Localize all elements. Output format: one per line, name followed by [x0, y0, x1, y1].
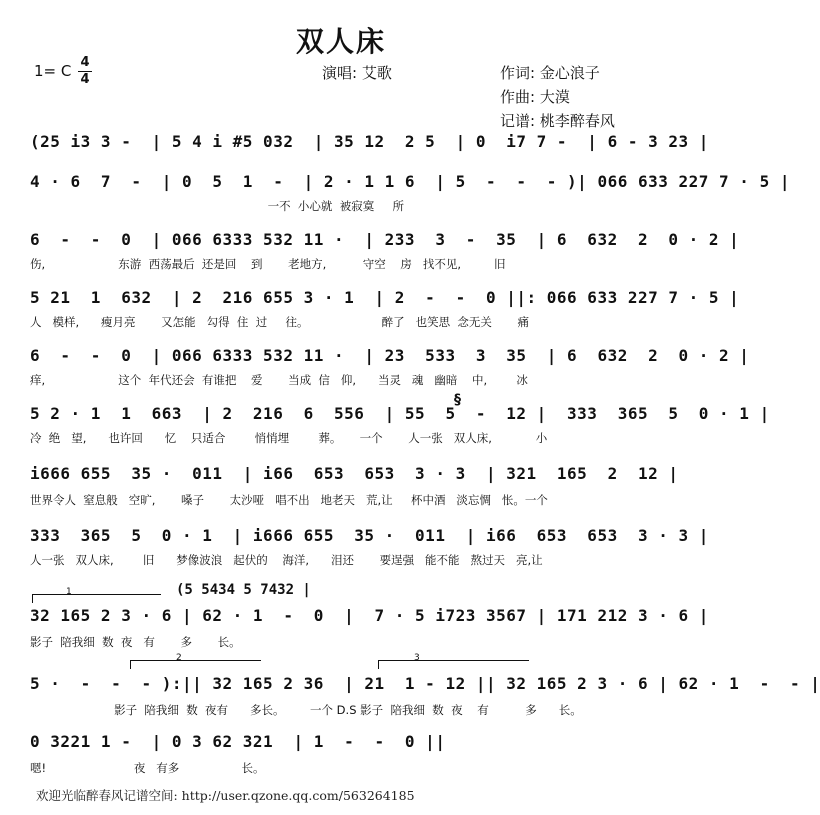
time-signature-top: 4: [80, 55, 90, 70]
volta-bracket-1: [32, 594, 161, 603]
volta-number-3: 3: [414, 653, 420, 663]
volta-bracket-3: [378, 660, 529, 669]
lyrics-row-10: 影子 陪我细 数 夜有 多长。 一个 D.S 影子 陪我细 数 夜 有 多 长。: [30, 703, 582, 717]
lyrics-row-6: 冷 绝 望, 也许回 忆 只适合 悄悄埋 葬。 一个 人一张 双人床, 小: [30, 431, 548, 445]
lyrics-row-2: 一不 小心就 被寂寞 所: [30, 199, 405, 213]
segno-sign: §: [454, 392, 461, 408]
lyrics-row-4: 人 模样, 瘦月亮 又怎能 勾得 住 过 往。 醉了 也笑思 念无关 痛: [30, 315, 529, 329]
score-row-4: 5 21 1 632 | 2 216 655 3 · 1 | 2 - - 0 ||: 066 633 227 7 · 5 |: [30, 288, 740, 307]
lyricist-credit: 作词: 金心浪子: [500, 64, 600, 82]
time-signature: [78, 56, 92, 87]
score-row-2: 4 · 6 7 - | 0 5 1 - | 2 · 1 1 6 | 5 - - - )| 066 633 227 7 · 5 |: [30, 172, 790, 191]
score-row-3: 6 - - 0 | 066 6333 532 11 · | 233 3 - 35 | 6 632 2 0 · 2 |: [30, 230, 740, 249]
score-row-1: (25 i3 3 - | 5 4 i #5 032 | 35 12 2 5 | 0 i7 7 - | 6 - 3 23 |: [30, 132, 709, 151]
composer-credit: 作曲: 大漠: [500, 88, 570, 106]
volta-number-1: 1: [66, 587, 72, 597]
volta-number-2: 2: [176, 653, 182, 663]
insert-phrase: (5 5434 5 7432 |: [176, 582, 311, 598]
lyrics-row-8: 人一张 双人床, 旧 梦像波浪 起伏的 海洋, 泪还 要逞强 能不能 熬过天 亮,让: [30, 553, 543, 567]
score-row-11: 0 3221 1 - | 0 3 62 321 | 1 - - 0 ||: [30, 732, 446, 751]
score-row-6: 5 2 · 1 1 663 | 2 216 6 556 | 55 5 - 12 | 333 365 5 0 · 1 |: [30, 404, 770, 423]
song-title: 双人床: [295, 25, 386, 58]
footer-link-text: 欢迎光临醉春风记谱空间: http://user.qzone.qq.com/563264185: [36, 788, 415, 803]
lyrics-row-9: 影子 陪我细 数 夜 有 多 长。: [30, 635, 241, 649]
lyrics-row-7: 世界令人 窒息般 空旷, 嗓子 太沙哑 唱不出 地老天 荒,让 杯中酒 淡忘惆 怅。一个: [30, 493, 548, 507]
time-signature-bottom: 4: [80, 72, 90, 87]
score-row-7: i666 655 35 · 011 | i66 653 653 3 · 3 | 321 165 2 12 |: [30, 464, 679, 483]
score-row-9: 32 165 2 3 · 6 | 62 · 1 - 0 | 7 · 5 i723 3567 | 171 212 3 · 6 |: [30, 606, 709, 625]
score-row-10: 5 · - - - ):|| 32 165 2 36 | 21 1 - 12 || 32 165 2 3 · 6 | 62 · 1 - - |: [30, 674, 820, 693]
lyrics-row-11: 嗯! 夜 有多 长。: [30, 761, 265, 775]
score-row-8: 333 365 5 0 · 1 | i666 655 35 · 011 | i66 653 653 3 · 3 |: [30, 526, 709, 545]
key-signature: 1= C: [34, 62, 72, 80]
lyrics-row-3: 伤, 东游 西荡最后 还是回 到 老地方, 守空 房 找不见, 旧: [30, 257, 506, 271]
transcriber-credit: 记谱: 桃李醉春风: [500, 112, 615, 130]
volta-bracket-2: [130, 660, 261, 669]
score-row-5: 6 - - 0 | 066 6333 532 11 · | 23 533 3 35 | 6 632 2 0 · 2 |: [30, 346, 750, 365]
lyrics-row-5: 痒, 这个 年代还会 有谁把 爱 当成 信 仰, 当灵 魂 幽暗 中, 冰: [30, 373, 528, 387]
singer-credit: 演唱: 艾歌: [322, 64, 392, 82]
